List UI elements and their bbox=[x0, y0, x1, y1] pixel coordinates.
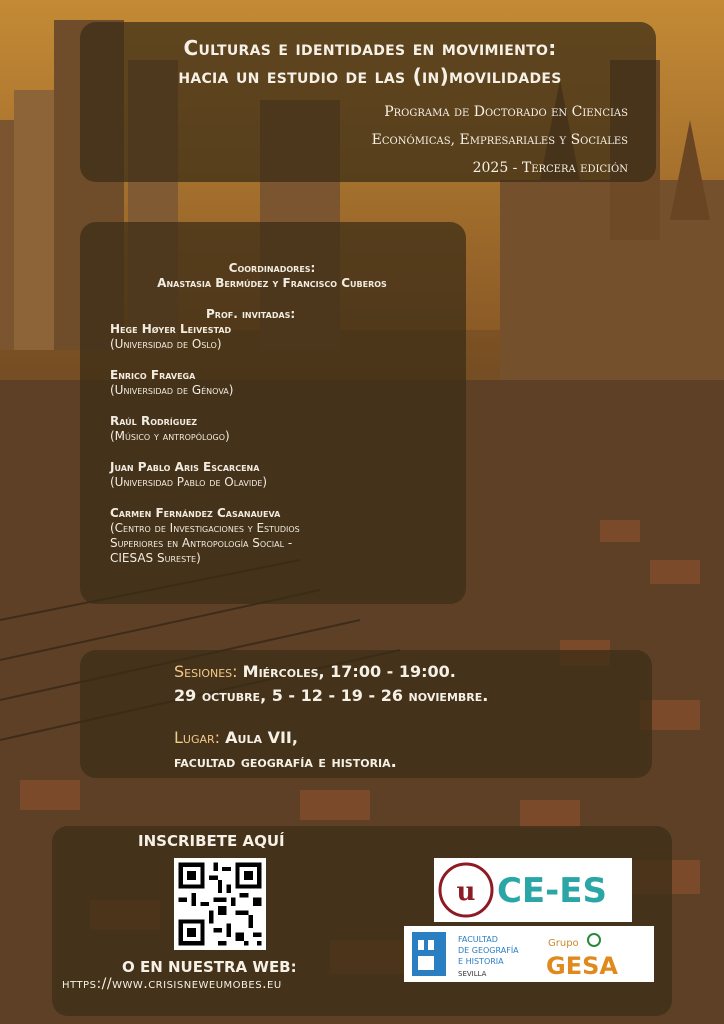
gesa-group-text: Grupo bbox=[548, 938, 579, 949]
guest-name: Enrico Fravega bbox=[110, 368, 196, 382]
guest-name: Raúl Rodríguez bbox=[110, 414, 198, 428]
program-line-1: Programa de Doctorado en Ciencias bbox=[384, 104, 628, 120]
guest-affiliation: CIESAS Sureste) bbox=[110, 551, 201, 565]
coordinators-heading: Coordinadores: bbox=[228, 261, 316, 275]
faculty-text: FACULTAD bbox=[458, 935, 498, 944]
place-value: Aula VII, bbox=[225, 728, 298, 747]
coordinators-names: Anastasia Bermúdez y Francisco Cuberos bbox=[157, 276, 387, 290]
gesa-text: GESA bbox=[546, 952, 618, 980]
coordinators-block bbox=[110, 261, 434, 291]
sessions-label: Sesiones: bbox=[174, 662, 238, 681]
guest-affiliation: Superiores en Antropología Social - bbox=[110, 536, 293, 550]
web-link[interactable]: https://www.crisisneweumobes.eu bbox=[62, 976, 282, 992]
guest-affiliation: (Universidad de Génova) bbox=[110, 383, 234, 397]
guests-heading: Prof. invitadas: bbox=[206, 307, 296, 321]
place-line-2 bbox=[174, 752, 397, 771]
title-line-2: hacia un estudio de las (in)movilidades bbox=[178, 64, 562, 88]
web-label: O EN NUESTRA WEB: bbox=[122, 958, 297, 976]
svg-text:u: u bbox=[456, 877, 476, 907]
sessions-line bbox=[174, 662, 456, 681]
gesa-logo bbox=[542, 926, 654, 982]
guest-name: Hege Høyer Leivestad bbox=[110, 322, 232, 336]
place-line bbox=[174, 728, 298, 747]
program-line-2: Económicas, Empresariales y Sociales bbox=[371, 132, 628, 148]
sessions-dates: 29 octubre, 5 - 12 - 19 - 26 noviembre. bbox=[174, 686, 489, 705]
poster-title bbox=[96, 34, 644, 90]
guest-name: Juan Pablo Aris Escarcena bbox=[110, 460, 260, 474]
guest-affiliation: (Universidad de Oslo) bbox=[110, 337, 222, 351]
guest-affiliation: (Músico y antropólogo) bbox=[110, 429, 230, 443]
guests-block bbox=[110, 307, 450, 566]
qr-code[interactable] bbox=[174, 858, 266, 950]
universidad-sevilla-cees-logo bbox=[434, 858, 632, 922]
place-label: Lugar: bbox=[174, 728, 221, 747]
guest-affiliation: (Universidad Pablo de Olavide) bbox=[110, 475, 268, 489]
register-label: INSCRIBETE AQUÍ bbox=[138, 832, 285, 850]
guest-affiliation: (Centro de Investigaciones y Estudios bbox=[110, 521, 300, 535]
cees-logo-text: CE-ES bbox=[496, 871, 608, 911]
sessions-day-time: Miércoles, 17:00 - 19:00. bbox=[242, 662, 456, 681]
guest-name: Carmen Fernández Casanaueva bbox=[110, 506, 281, 520]
faculty-text: DE GEOGRAFÍA bbox=[458, 946, 519, 955]
edition-label: 2025 - Tercera edición bbox=[472, 160, 628, 176]
place-value-2: facultad geografía e historia. bbox=[174, 752, 397, 771]
faculty-text: SEVILLA bbox=[458, 970, 487, 978]
faculty-text: E HISTORIA bbox=[458, 957, 504, 966]
sessions-dates-line bbox=[174, 686, 488, 705]
faculty-logo bbox=[404, 926, 544, 982]
title-line-1: Culturas e identidades en movimiento: bbox=[183, 36, 557, 60]
